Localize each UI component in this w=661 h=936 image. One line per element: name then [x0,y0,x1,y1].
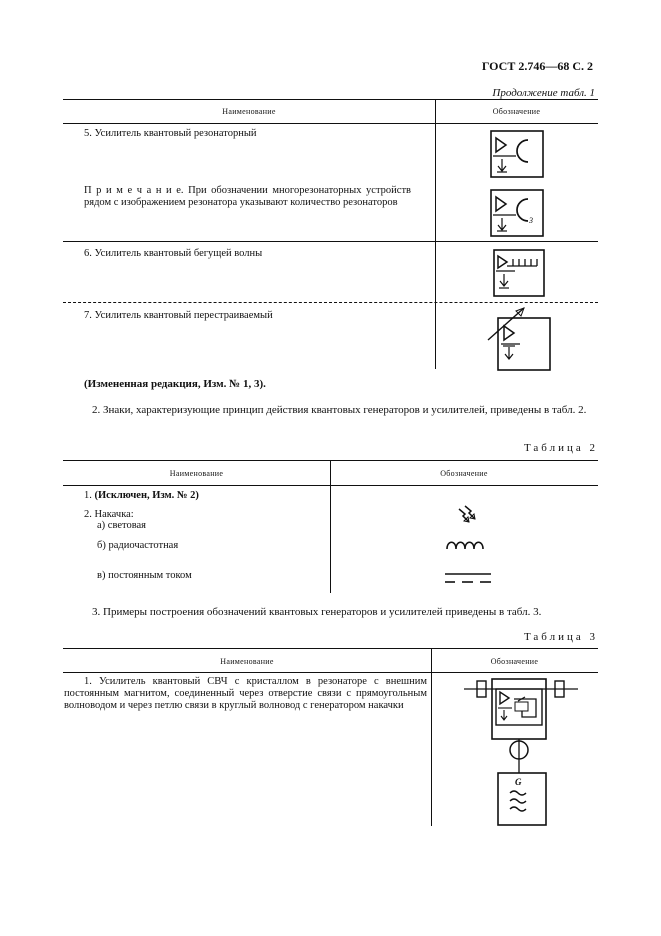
table1-row-5: 5. Усилитель квантовый резонаторный [84,128,257,139]
resonator-count-label: 3 [529,216,533,225]
table3-col-name: Наименование [220,657,274,666]
table2-row-1-number: 1. [84,490,92,501]
table2-col-name: Наименование [169,469,224,478]
traveling-wave-amplifier-symbol [493,249,545,297]
page-header: ГОСТ 2.746—68 С. 2 [481,59,593,73]
dc-pump-icon [443,570,493,586]
table3-row-1: 1. Усилитель квантовый СВЧ с кристаллом в резонаторе с внешним постоянным магнитом, соединенный через отверстие связи с прямоугольным волноводом и через петлю связи в круглый волновод с генератором накачки [64,676,427,711]
table1-row-divider [63,241,598,242]
table3-title: Таблица 3 [523,631,598,643]
resonator-amplifier-symbol [490,130,546,180]
table2-col-symbol: Обозначение [440,469,488,478]
rf-pump-icon [445,536,489,552]
table2-item-light: а) световая [97,520,147,531]
table2-row-1 [84,490,199,502]
table3-top-border [63,648,598,649]
revision-note: (Измененная редакция, Изм. № 1, 3). [84,378,266,390]
light-pump-icon [455,505,481,527]
resonator-amplifier-count-symbol [490,189,546,239]
table2-item-dc: в) постоянным током [97,570,192,581]
paragraph-3: 3. Примеры построения обозначений квантовых генераторов и усилителей приведены в табл. 3. [92,606,542,618]
table1-col-symbol: Обозначение [492,107,541,116]
table3-header-border [63,672,598,673]
generator-label: G [515,777,522,787]
table2-row-1-text: (Исключен, Изм. № 2) [94,490,199,501]
tunable-amplifier-symbol [486,306,552,372]
table1-header-border [63,123,598,124]
table3-column-divider [431,648,432,826]
table1-row-6: 6. Усилитель квантовый бегущей волны [84,248,263,259]
table1-top-border [63,99,598,100]
table1-row-7: 7. Усилитель квантовый перестраиваемый [84,310,273,321]
maser-amplifier-diagram [462,675,580,827]
table-continuation-label: Продолжение табл. 1 [492,87,595,99]
table3-col-symbol: Обозначение [490,657,539,666]
table2-title: Таблица 2 [523,442,598,454]
table1-row-divider-2 [63,302,598,303]
table2-item-rf: б) радиочастотная [97,540,179,551]
table1-col-name: Наименование [222,107,276,116]
table2-row-2: 2. Накачка: [84,509,134,520]
table2-column-divider [330,460,331,593]
table1-column-divider [435,99,436,369]
paragraph-2: 2. Знаки, характеризующие принцип действия квантовых генераторов и усилителей, приведены в табл. 2. [92,404,587,416]
table1-note: П р и м е ч а н и е. При обозначении многорезонаторных устройств рядом с изображением резонатора указывают количество резонаторов [84,185,411,208]
